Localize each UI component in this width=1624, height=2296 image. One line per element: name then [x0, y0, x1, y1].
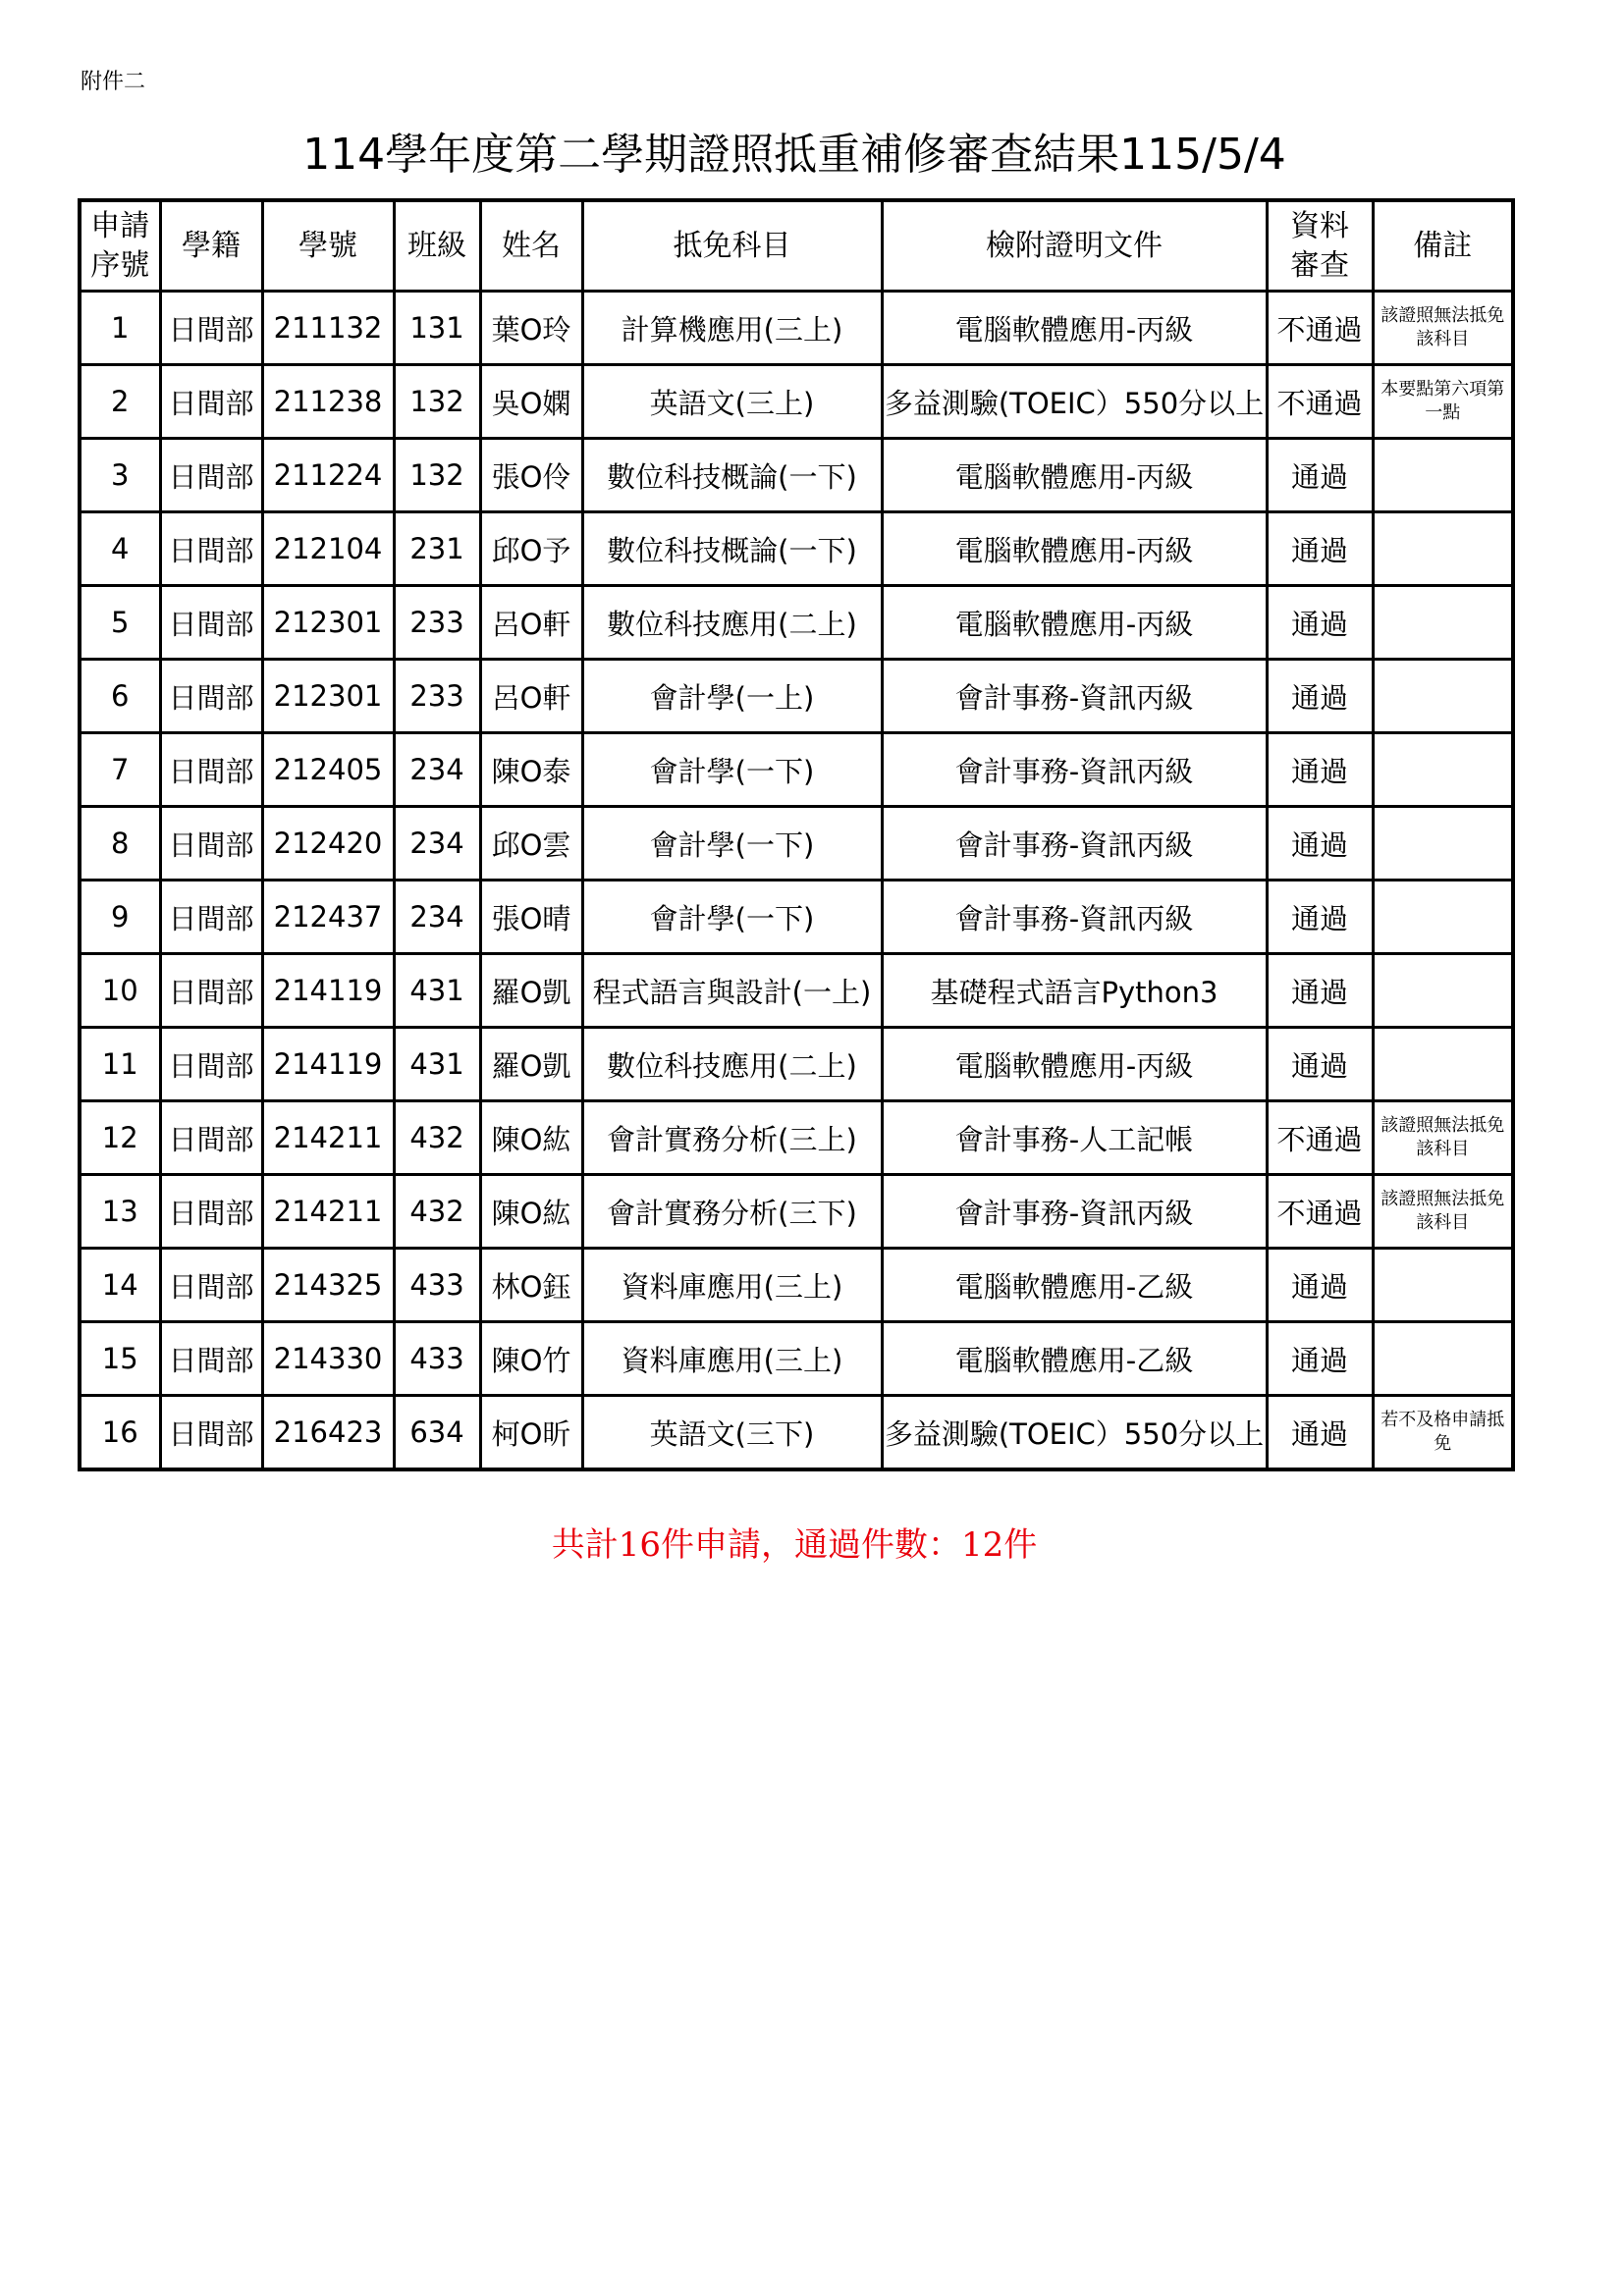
- cell-remark: [1373, 512, 1513, 586]
- header-student-id: 學號: [262, 200, 394, 292]
- cell-class: 433: [394, 1322, 480, 1396]
- header-remark: 備註: [1373, 200, 1513, 292]
- cell-remark: 本要點第六項第一點: [1373, 365, 1513, 439]
- cell-student-id: 212437: [262, 881, 394, 954]
- cell-name: 陳O泰: [480, 733, 582, 807]
- cell-student-id: 212301: [262, 586, 394, 660]
- cell-dept: 日間部: [160, 1249, 262, 1322]
- cell-seq: 12: [80, 1101, 160, 1175]
- cell-dept: 日間部: [160, 512, 262, 586]
- cell-remark: 該證照無法抵免該科目: [1373, 292, 1513, 365]
- cell-remark: [1373, 733, 1513, 807]
- table-row: [80, 1175, 1513, 1249]
- cell-class: 432: [394, 1175, 480, 1249]
- cell-certificate: 電腦軟體應用-丙級: [882, 512, 1267, 586]
- table-row: [80, 881, 1513, 954]
- cell-review: 通過: [1267, 1028, 1373, 1101]
- cell-subject: 數位科技應用(二上): [582, 586, 882, 660]
- cell-name: 葉O玲: [480, 292, 582, 365]
- header-certificate: 檢附證明文件: [882, 200, 1267, 292]
- header-seq: 申請 序號: [80, 200, 160, 292]
- cell-review: 通過: [1267, 733, 1373, 807]
- header-class: 班級: [394, 200, 480, 292]
- cell-subject: 會計學(一下): [582, 733, 882, 807]
- table-row: [80, 1101, 1513, 1175]
- cell-review: 通過: [1267, 1396, 1373, 1470]
- cell-dept: 日間部: [160, 954, 262, 1028]
- cell-class: 234: [394, 807, 480, 881]
- cell-seq: 8: [80, 807, 160, 881]
- cell-name: 陳O竹: [480, 1322, 582, 1396]
- cell-student-id: 212420: [262, 807, 394, 881]
- cell-certificate: 會計事務-資訊丙級: [882, 1175, 1267, 1249]
- cell-review: 通過: [1267, 1249, 1373, 1322]
- cell-name: 邱O予: [480, 512, 582, 586]
- table-row: [80, 1322, 1513, 1396]
- cell-dept: 日間部: [160, 660, 262, 733]
- cell-review: 通過: [1267, 439, 1373, 512]
- cell-review: 不通過: [1267, 292, 1373, 365]
- cell-review: 通過: [1267, 660, 1373, 733]
- cell-certificate: 多益測驗(TOEIC）550分以上: [882, 365, 1267, 439]
- cell-name: 張O晴: [480, 881, 582, 954]
- cell-dept: 日間部: [160, 881, 262, 954]
- cell-remark: [1373, 439, 1513, 512]
- cell-class: 233: [394, 660, 480, 733]
- cell-subject: 資料庫應用(三上): [582, 1322, 882, 1396]
- header-dept: 學籍: [160, 200, 262, 292]
- cell-review: 通過: [1267, 807, 1373, 881]
- cell-class: 431: [394, 954, 480, 1028]
- cell-subject: 會計學(一上): [582, 660, 882, 733]
- cell-seq: 5: [80, 586, 160, 660]
- cell-remark: [1373, 660, 1513, 733]
- header-name: 姓名: [480, 200, 582, 292]
- cell-certificate: 電腦軟體應用-丙級: [882, 1028, 1267, 1101]
- cell-seq: 1: [80, 292, 160, 365]
- cell-name: 柯O昕: [480, 1396, 582, 1470]
- cell-seq: 2: [80, 365, 160, 439]
- cell-student-id: 214325: [262, 1249, 394, 1322]
- cell-class: 132: [394, 439, 480, 512]
- table-row: [80, 954, 1513, 1028]
- cell-remark: 該證照無法抵免該科目: [1373, 1101, 1513, 1175]
- cell-remark: [1373, 1249, 1513, 1322]
- summary-text: 共計16件申請，通過件數：12件: [551, 1525, 1038, 1565]
- cell-dept: 日間部: [160, 365, 262, 439]
- cell-student-id: 212405: [262, 733, 394, 807]
- cell-name: 羅O凱: [480, 1028, 582, 1101]
- cell-class: 431: [394, 1028, 480, 1101]
- cell-student-id: 214119: [262, 954, 394, 1028]
- cell-name: 邱O雲: [480, 807, 582, 881]
- cell-seq: 11: [80, 1028, 160, 1101]
- cell-name: 呂O軒: [480, 660, 582, 733]
- table-row: [80, 733, 1513, 807]
- cell-review: 通過: [1267, 1322, 1373, 1396]
- cell-seq: 16: [80, 1396, 160, 1470]
- cell-subject: 程式語言與設計(一上): [582, 954, 882, 1028]
- cell-dept: 日間部: [160, 1101, 262, 1175]
- cell-remark: [1373, 586, 1513, 660]
- cell-dept: 日間部: [160, 1028, 262, 1101]
- cell-remark: [1373, 1028, 1513, 1101]
- cell-seq: 7: [80, 733, 160, 807]
- cell-remark: 該證照無法抵免該科目: [1373, 1175, 1513, 1249]
- cell-dept: 日間部: [160, 439, 262, 512]
- cell-class: 231: [394, 512, 480, 586]
- cell-name: 吳O嫻: [480, 365, 582, 439]
- table-row: [80, 807, 1513, 881]
- cell-class: 432: [394, 1101, 480, 1175]
- cell-student-id: 211224: [262, 439, 394, 512]
- attachment-label: 附件二: [81, 70, 146, 94]
- page-title: 114學年度第二學期證照抵重補修審查結果115/5/4: [302, 130, 1286, 180]
- cell-review: 通過: [1267, 954, 1373, 1028]
- cell-certificate: 電腦軟體應用-乙級: [882, 1249, 1267, 1322]
- table-row: [80, 439, 1513, 512]
- cell-dept: 日間部: [160, 1175, 262, 1249]
- cell-name: 陳O紘: [480, 1101, 582, 1175]
- cell-name: 陳O紘: [480, 1175, 582, 1249]
- table-row: [80, 1249, 1513, 1322]
- cell-certificate: 會計事務-資訊丙級: [882, 733, 1267, 807]
- cell-student-id: 212301: [262, 660, 394, 733]
- cell-student-id: 216423: [262, 1396, 394, 1470]
- cell-seq: 15: [80, 1322, 160, 1396]
- cell-dept: 日間部: [160, 292, 262, 365]
- cell-seq: 9: [80, 881, 160, 954]
- cell-student-id: 211132: [262, 292, 394, 365]
- cell-class: 233: [394, 586, 480, 660]
- cell-certificate: 會計事務-資訊丙級: [882, 660, 1267, 733]
- header-subject: 抵免科目: [582, 200, 882, 292]
- cell-review: 通過: [1267, 881, 1373, 954]
- table-row: [80, 1028, 1513, 1101]
- cell-certificate: 基礎程式語言Python3: [882, 954, 1267, 1028]
- cell-certificate: 電腦軟體應用-丙級: [882, 439, 1267, 512]
- cell-student-id: 214211: [262, 1101, 394, 1175]
- cell-review: 不通過: [1267, 365, 1373, 439]
- cell-student-id: 214211: [262, 1175, 394, 1249]
- cell-subject: 會計學(一下): [582, 807, 882, 881]
- cell-class: 234: [394, 881, 480, 954]
- cell-subject: 會計實務分析(三上): [582, 1101, 882, 1175]
- table-row: [80, 365, 1513, 439]
- cell-student-id: 214330: [262, 1322, 394, 1396]
- cell-subject: 資料庫應用(三上): [582, 1249, 882, 1322]
- cell-seq: 10: [80, 954, 160, 1028]
- cell-class: 131: [394, 292, 480, 365]
- cell-seq: 14: [80, 1249, 160, 1322]
- results-table: [78, 198, 1515, 1471]
- table-row: [80, 292, 1513, 365]
- cell-dept: 日間部: [160, 807, 262, 881]
- cell-subject: 數位科技概論(一下): [582, 439, 882, 512]
- cell-class: 132: [394, 365, 480, 439]
- cell-remark: [1373, 954, 1513, 1028]
- table-row: [80, 660, 1513, 733]
- cell-class: 433: [394, 1249, 480, 1322]
- cell-certificate: 多益測驗(TOEIC）550分以上: [882, 1396, 1267, 1470]
- cell-subject: 會計學(一下): [582, 881, 882, 954]
- cell-subject: 會計實務分析(三下): [582, 1175, 882, 1249]
- cell-certificate: 會計事務-資訊丙級: [882, 807, 1267, 881]
- cell-class: 634: [394, 1396, 480, 1470]
- header-row: [80, 200, 1513, 292]
- cell-dept: 日間部: [160, 1396, 262, 1470]
- cell-subject: 英語文(三下): [582, 1396, 882, 1470]
- cell-certificate: 電腦軟體應用-丙級: [882, 292, 1267, 365]
- cell-remark: [1373, 1322, 1513, 1396]
- cell-seq: 4: [80, 512, 160, 586]
- cell-certificate: 會計事務-資訊丙級: [882, 881, 1267, 954]
- cell-subject: 數位科技概論(一下): [582, 512, 882, 586]
- cell-dept: 日間部: [160, 1322, 262, 1396]
- table-row: [80, 586, 1513, 660]
- cell-student-id: 211238: [262, 365, 394, 439]
- table-row: [80, 1396, 1513, 1470]
- cell-review: 通過: [1267, 512, 1373, 586]
- cell-certificate: 會計事務-人工記帳: [882, 1101, 1267, 1175]
- cell-subject: 計算機應用(三上): [582, 292, 882, 365]
- cell-certificate: 電腦軟體應用-丙級: [882, 586, 1267, 660]
- cell-review: 不通過: [1267, 1101, 1373, 1175]
- cell-name: 呂O軒: [480, 586, 582, 660]
- cell-review: 通過: [1267, 586, 1373, 660]
- cell-dept: 日間部: [160, 586, 262, 660]
- cell-dept: 日間部: [160, 733, 262, 807]
- cell-subject: 數位科技應用(二上): [582, 1028, 882, 1101]
- cell-name: 羅O凱: [480, 954, 582, 1028]
- cell-review: 不通過: [1267, 1175, 1373, 1249]
- header-review: 資料 審查: [1267, 200, 1373, 292]
- cell-remark: [1373, 807, 1513, 881]
- cell-name: 張O伶: [480, 439, 582, 512]
- cell-class: 234: [394, 733, 480, 807]
- cell-seq: 13: [80, 1175, 160, 1249]
- cell-student-id: 212104: [262, 512, 394, 586]
- cell-certificate: 電腦軟體應用-乙級: [882, 1322, 1267, 1396]
- cell-name: 林O鈺: [480, 1249, 582, 1322]
- cell-seq: 6: [80, 660, 160, 733]
- cell-remark: 若不及格申請抵免: [1373, 1396, 1513, 1470]
- cell-student-id: 214119: [262, 1028, 394, 1101]
- cell-remark: [1373, 881, 1513, 954]
- table-row: [80, 512, 1513, 586]
- cell-seq: 3: [80, 439, 160, 512]
- cell-subject: 英語文(三上): [582, 365, 882, 439]
